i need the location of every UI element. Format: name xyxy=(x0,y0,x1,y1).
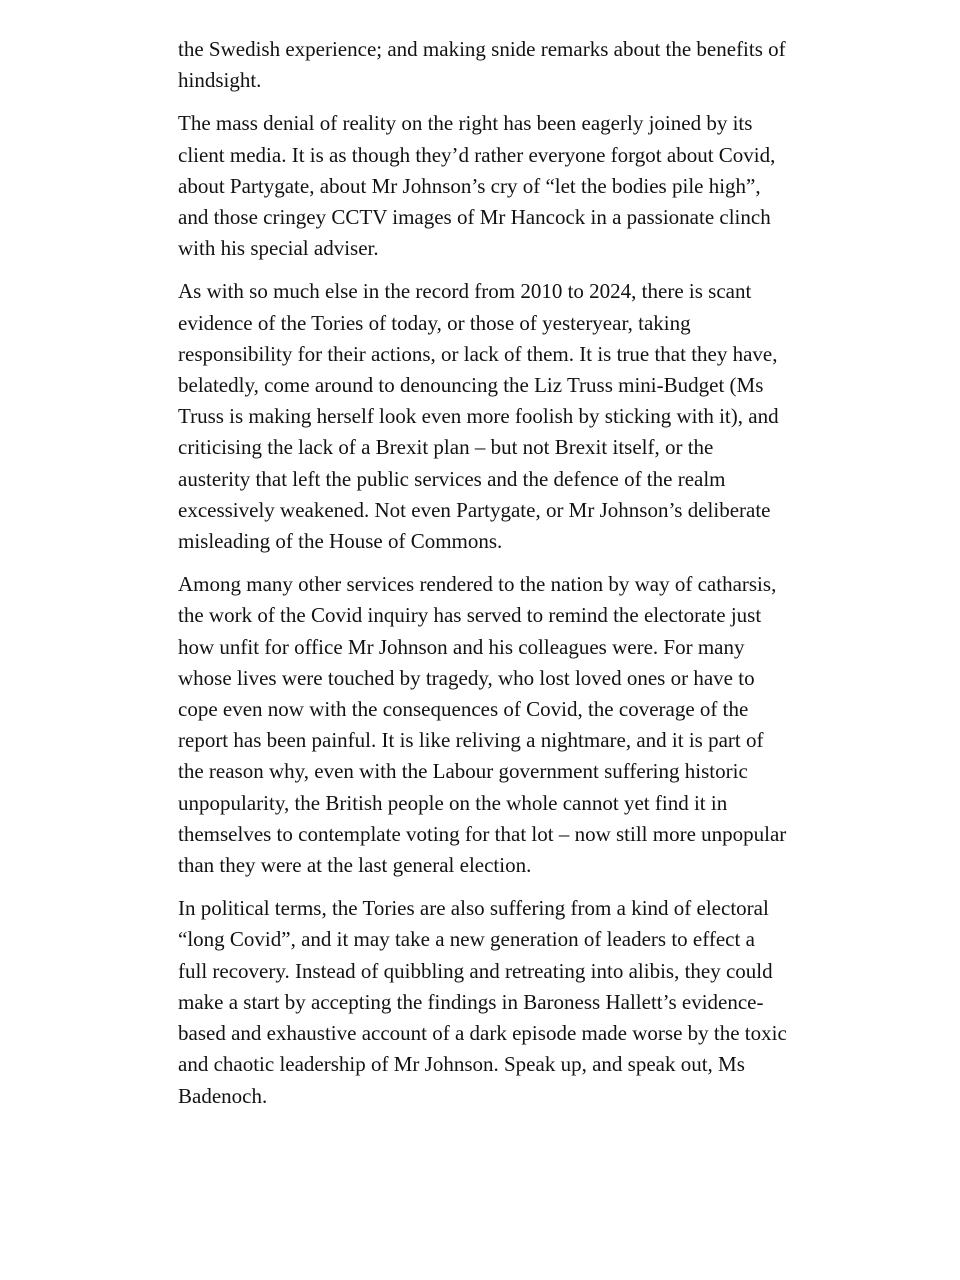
article-paragraph: In political terms, the Tories are also suffering from a kind of electoral “long Covid”, and it may take a new generation of leaders to effect a full recovery. Instead of quibbling and retreating into alibis, they could make a start by accepting the findings in Baroness Hallett’s evidence-based and exhaustive account of a dark episode made worse by the toxic and chaotic leadership of Mr Johnson. Speak up, and speak out, Ms Badenoch. xyxy=(178,896,787,1108)
article-paragraph: Among many other services rendered to the nation by way of catharsis, the work of the Covid inquiry has served to remind the electorate just how unfit for office Mr Johnson and his colleagues were. For many whose lives were touched by tragedy, who lost loved ones or have to cope even now with the consequences of Covid, the coverage of the report has been painful. It is like reliving a nightmare, and it is part of the reason why, even with the Labour government suffering historic unpopularity, the British people on the whole cannot yet find it in themselves to contemplate voting for that lot – now still more unpopular than they were at the last general election. xyxy=(178,572,787,878)
article-paragraph: the Swedish experience; and making snide remarks about the benefits of hindsight. xyxy=(178,37,786,93)
article-body xyxy=(178,34,788,1124)
article-paragraph: As with so much else in the record from 2010 to 2024, there is scant evidence of the Tories of today, or those of yesteryear, taking responsibility for their actions, or lack of them. It is true that they have, belatedly, come around to denouncing the Liz Truss mini-Budget (Ms Truss is making herself look even more foolish by sticking with it), and criticising the lack of a Brexit plan – but not Brexit itself, or the austerity that left the public services and the defence of the realm excessively weakened. Not even Partygate, or Mr Johnson’s deliberate misleading of the House of Commons. xyxy=(178,279,779,554)
article-paragraph: The mass denial of reality on the right has been eagerly joined by its client media. It is as though they’d rather everyone forgot about Covid, about Partygate, about Mr Johnson’s cry of “let the bodies pile high”, and those cringey CCTV images of Mr Hancock in a passionate clinch with his special adviser. xyxy=(178,111,776,261)
